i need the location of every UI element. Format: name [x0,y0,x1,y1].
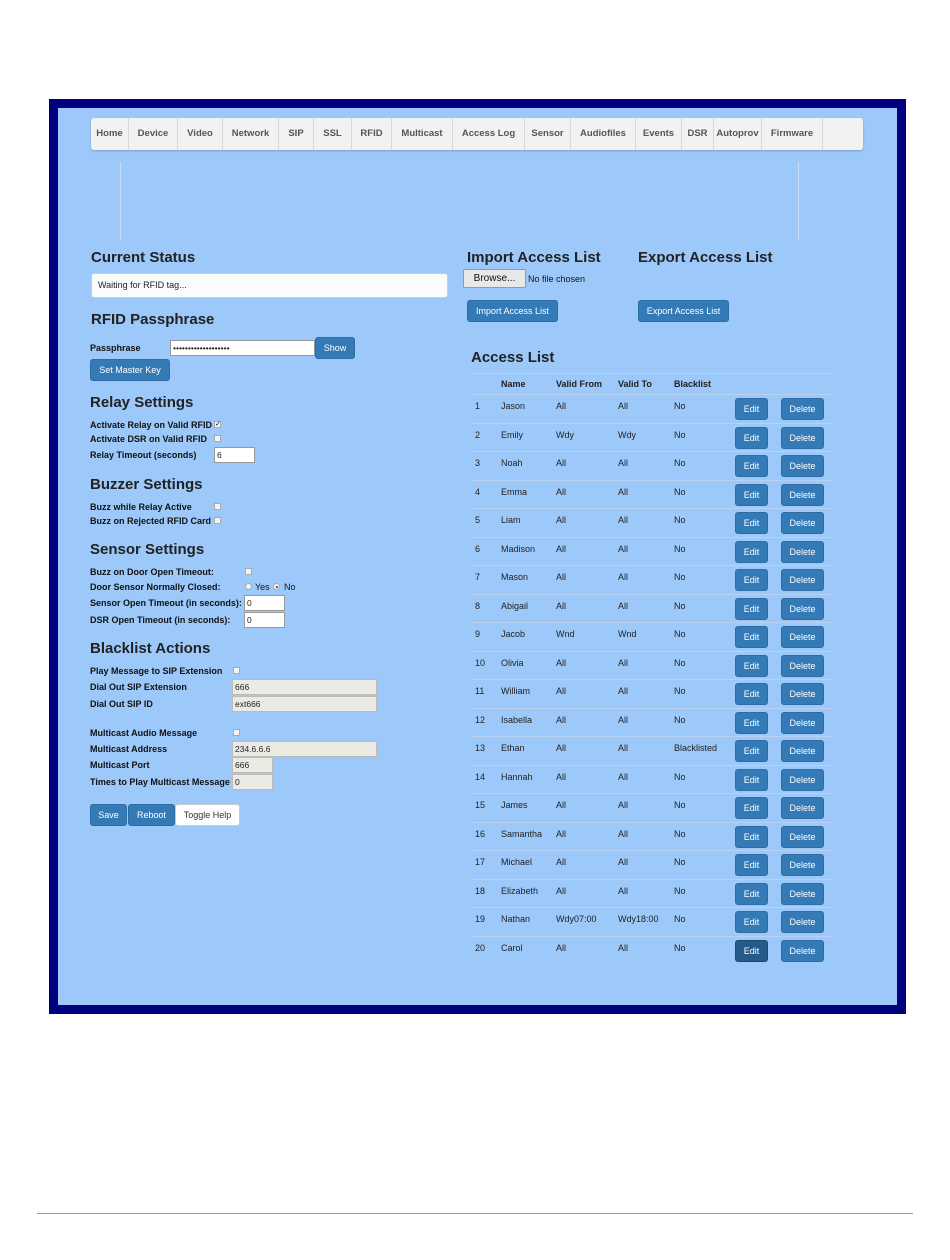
browse-button[interactable]: Browse... [463,269,526,288]
edit-button[interactable]: Edit [735,797,768,819]
row-blacklist: No [670,651,728,680]
row-valid-from: All [552,509,614,538]
times-input[interactable]: 0 [232,774,273,790]
mc-audio-checkbox[interactable] [233,729,240,736]
edit-button[interactable]: Edit [735,854,768,876]
table-row [471,879,834,908]
sensor-heading: Sensor Settings [90,541,205,558]
save-button[interactable]: Save [90,804,127,826]
row-valid-from: All [552,651,614,680]
table-row [471,480,834,509]
row-number: 4 [471,480,497,509]
row-blacklist: No [670,395,728,424]
row-name: Elizabeth [497,879,552,908]
row-name: Emma [497,480,552,509]
table-header [471,374,834,395]
activate-dsr-checkbox[interactable] [214,435,221,442]
delete-button[interactable]: Delete [781,826,824,848]
row-name: Jason [497,395,552,424]
edit-button[interactable]: Edit [735,512,768,534]
dsr-timeout-label: DSR Open Timeout (in seconds): [90,615,231,625]
row-blacklist: No [670,452,728,481]
table-row [471,851,834,880]
row-blacklist: No [670,594,728,623]
row-valid-from: All [552,537,614,566]
row-actions [728,936,834,965]
row-valid-to: All [614,395,670,424]
export-button[interactable]: Export Access List [638,300,729,322]
row-actions [728,452,834,481]
nav-tab-video[interactable]: Video [178,118,223,150]
dial-ext-label: Dial Out SIP Extension [90,682,187,692]
relay-timeout-input[interactable]: 6 [214,447,255,463]
row-name: Madison [497,537,552,566]
row-valid-to: Wdy [614,423,670,452]
row-name: Mason [497,566,552,595]
buzz-door-checkbox[interactable] [245,568,252,575]
row-valid-from: Wnd [552,623,614,652]
delete-button[interactable]: Delete [781,512,824,534]
row-actions [728,423,834,452]
row-actions [728,651,834,680]
row-actions [728,680,834,709]
row-number: 19 [471,908,497,937]
row-actions [728,794,834,823]
row-valid-from: All [552,822,614,851]
row-blacklist: No [670,537,728,566]
edit-button[interactable]: Edit [735,883,768,905]
row-valid-from: All [552,480,614,509]
nav-tab-multicast[interactable]: Multicast [392,118,453,150]
door-nc-yes-label: Yes [255,582,270,592]
edit-button[interactable]: Edit [735,455,768,477]
column-header [728,374,834,395]
delete-button[interactable]: Delete [781,655,824,677]
row-valid-from: All [552,936,614,965]
table-row [471,794,834,823]
relay-timeout-label: Relay Timeout (seconds) [90,450,197,460]
row-blacklist: No [670,879,728,908]
row-blacklist: Blacklisted [670,737,728,766]
table-row [471,708,834,737]
table-row [471,395,834,424]
row-blacklist: No [670,708,728,737]
row-valid-to: All [614,822,670,851]
door-nc-no-label: No [284,582,296,592]
delete-button[interactable]: Delete [781,427,824,449]
relay-heading: Relay Settings [90,394,194,411]
row-actions [728,851,834,880]
row-blacklist: No [670,794,728,823]
nav-tab-sensor[interactable]: Sensor [525,118,571,150]
delete-button[interactable]: Delete [781,626,824,648]
row-blacklist: No [670,566,728,595]
row-valid-from: All [552,708,614,737]
mc-port-label: Multicast Port [90,760,150,770]
footer-divider [37,1213,913,1214]
row-number: 17 [471,851,497,880]
row-blacklist: No [670,480,728,509]
dial-ext-input[interactable]: 666 [232,679,377,695]
row-number: 5 [471,509,497,538]
row-blacklist: No [670,680,728,709]
dial-id-label: Dial Out SIP ID [90,699,153,709]
row-number: 20 [471,936,497,965]
table-row [471,423,834,452]
row-name: Ethan [497,737,552,766]
row-valid-to: All [614,936,670,965]
row-number: 12 [471,708,497,737]
delete-button[interactable]: Delete [781,541,824,563]
edit-button[interactable]: Edit [735,541,768,563]
delete-button[interactable]: Delete [781,398,824,420]
activate-relay-checkbox[interactable]: ✓ [215,421,221,428]
row-name: Nathan [497,908,552,937]
row-actions [728,594,834,623]
row-valid-to: Wdy18:00 [614,908,670,937]
buzzer-heading: Buzzer Settings [90,476,203,493]
row-blacklist: No [670,423,728,452]
nav-tab-access-log[interactable]: Access Log [453,118,525,150]
row-number: 2 [471,423,497,452]
top-nav [91,118,863,150]
table-row [471,651,834,680]
nav-tab-sip[interactable]: SIP [279,118,314,150]
row-valid-from: Wdy [552,423,614,452]
row-actions [728,822,834,851]
row-valid-from: All [552,851,614,880]
row-valid-to: All [614,566,670,595]
edit-button[interactable]: Edit [735,398,768,420]
export-heading: Export Access List [638,249,773,266]
edit-button[interactable]: Edit [735,626,768,648]
row-valid-to: All [614,509,670,538]
row-actions [728,765,834,794]
row-blacklist: No [670,851,728,880]
table-row [471,623,834,652]
row-name: Jacob [497,623,552,652]
row-actions [728,480,834,509]
access-list-table [471,373,834,965]
nav-tab-rfid[interactable]: RFID [352,118,392,150]
row-valid-to: All [614,537,670,566]
mc-audio-label: Multicast Audio Message [90,728,198,738]
mc-addr-input[interactable]: 234.6.6.6 [232,741,377,757]
column-header [471,374,497,395]
delete-button[interactable]: Delete [781,940,824,962]
set-master-key-button[interactable]: Set Master Key [90,359,170,381]
row-number: 11 [471,680,497,709]
table-row [471,908,834,937]
row-name: Michael [497,851,552,880]
edit-button[interactable]: Edit [735,655,768,677]
edit-button[interactable]: Edit [735,911,768,933]
import-button[interactable]: Import Access List [467,300,558,322]
row-valid-from: All [552,680,614,709]
nav-tab-events[interactable]: Events [636,118,682,150]
door-nc-yes-radio[interactable] [245,583,252,590]
row-valid-from: All [552,794,614,823]
row-number: 13 [471,737,497,766]
delete-button[interactable]: Delete [781,598,824,620]
row-name: Hannah [497,765,552,794]
nav-tab-dsr[interactable]: DSR [682,118,714,150]
dsr-timeout-input[interactable]: 0 [244,612,285,628]
row-number: 3 [471,452,497,481]
mc-addr-label: Multicast Address [90,744,168,754]
nav-tab-home[interactable]: Home [91,118,129,150]
nav-tab-network[interactable]: Network [223,118,279,150]
row-number: 14 [471,765,497,794]
row-number: 16 [471,822,497,851]
row-number: 15 [471,794,497,823]
row-actions [728,395,834,424]
delete-button[interactable]: Delete [781,911,824,933]
row-valid-to: All [614,680,670,709]
blacklist-heading: Blacklist Actions [90,640,211,657]
table-row [471,737,834,766]
activate-relay-label: Activate Relay on Valid RFID [90,420,213,430]
table-row [471,509,834,538]
buzz-door-label: Buzz on Door Open Timeout: [90,567,214,577]
row-actions [728,908,834,937]
table-row [471,537,834,566]
nav-tab-firmware[interactable]: Firmware [762,118,823,150]
edit-button[interactable]: Edit [735,740,768,762]
row-actions [728,879,834,908]
toggle-help-button[interactable]: Toggle Help [175,804,240,826]
row-actions [728,737,834,766]
table-row [471,822,834,851]
row-actions [728,566,834,595]
buzz-relay-label: Buzz while Relay Active [90,502,192,512]
row-valid-from: All [552,737,614,766]
row-blacklist: No [670,822,728,851]
table-row [471,452,834,481]
row-valid-to: All [614,651,670,680]
row-name: Olivia [497,651,552,680]
passphrase-heading: RFID Passphrase [91,311,215,328]
reboot-button[interactable]: Reboot [128,804,175,826]
row-valid-from: All [552,879,614,908]
nav-tab-ssl[interactable]: SSL [314,118,352,150]
play-msg-checkbox[interactable] [233,667,240,674]
delete-button[interactable]: Delete [781,683,824,705]
row-actions [728,708,834,737]
edit-button[interactable]: Edit [735,569,768,591]
table-row [471,936,834,965]
edit-button[interactable]: Edit [735,940,768,962]
delete-button[interactable]: Delete [781,769,824,791]
table-row [471,680,834,709]
column-header: Valid From [552,374,614,395]
row-name: Noah [497,452,552,481]
row-name: Liam [497,509,552,538]
access-list-heading: Access List [471,349,555,366]
row-valid-from: All [552,566,614,595]
row-blacklist: No [670,765,728,794]
row-valid-to: All [614,794,670,823]
divider [798,162,799,240]
table-row [471,765,834,794]
delete-button[interactable]: Delete [781,712,824,734]
row-valid-to: All [614,737,670,766]
row-name: Samantha [497,822,552,851]
activate-dsr-label: Activate DSR on Valid RFID [90,434,208,444]
row-valid-to: All [614,708,670,737]
mc-port-input[interactable]: 666 [232,757,273,773]
delete-button[interactable]: Delete [781,484,824,506]
current-status-heading: Current Status [91,249,196,266]
row-valid-from: All [552,395,614,424]
times-label: Times to Play Multicast Message [90,777,230,787]
row-blacklist: No [670,908,728,937]
row-blacklist: No [670,936,728,965]
row-number: 18 [471,879,497,908]
edit-button[interactable]: Edit [735,826,768,848]
edit-button[interactable]: Edit [735,769,768,791]
delete-button[interactable]: Delete [781,569,824,591]
row-number: 1 [471,395,497,424]
row-blacklist: No [670,623,728,652]
row-name: Abigail [497,594,552,623]
row-number: 8 [471,594,497,623]
import-heading: Import Access List [467,249,601,266]
delete-button[interactable]: Delete [781,883,824,905]
row-blacklist: No [670,509,728,538]
buzz-relay-checkbox[interactable] [214,503,221,510]
open-timeout-label: Sensor Open Timeout (in seconds): [90,598,242,608]
edit-button[interactable]: Edit [735,683,768,705]
row-valid-from: All [552,452,614,481]
open-timeout-input[interactable]: 0 [244,595,285,611]
row-valid-from: All [552,765,614,794]
row-actions [728,623,834,652]
no-file-label: No file chosen [528,274,586,284]
row-number: 10 [471,651,497,680]
dial-id-input[interactable]: ext666 [232,696,377,712]
row-number: 7 [471,566,497,595]
row-actions [728,509,834,538]
passphrase-input[interactable]: ••••••••••••••••••• [170,340,315,356]
nav-tab-audiofiles[interactable]: Audiofiles [571,118,636,150]
row-actions [728,537,834,566]
row-name: William [497,680,552,709]
play-msg-label: Play Message to SIP Extension [90,666,223,676]
row-name: Carol [497,936,552,965]
edit-button[interactable]: Edit [735,484,768,506]
column-header: Blacklist [670,374,728,395]
row-valid-from: All [552,594,614,623]
edit-button[interactable]: Edit [735,712,768,734]
delete-button[interactable]: Delete [781,797,824,819]
column-header: Valid To [614,374,670,395]
row-valid-to: All [614,452,670,481]
divider [120,162,121,240]
row-valid-to: All [614,765,670,794]
door-nc-no-radio[interactable] [273,583,280,590]
delete-button[interactable]: Delete [781,854,824,876]
row-valid-from: Wdy07:00 [552,908,614,937]
delete-button[interactable]: Delete [781,740,824,762]
edit-button[interactable]: Edit [735,427,768,449]
row-name: Emily [497,423,552,452]
row-number: 6 [471,537,497,566]
passphrase-label: Passphrase [90,343,141,353]
status-text: Waiting for RFID tag... [91,273,448,298]
nav-tab-autoprov[interactable]: Autoprov [714,118,762,150]
table-row [471,594,834,623]
table-row [471,566,834,595]
door-nc-label: Door Sensor Normally Closed: [90,582,221,592]
nav-tab-device[interactable]: Device [129,118,178,150]
edit-button[interactable]: Edit [735,598,768,620]
row-number: 9 [471,623,497,652]
buzz-rejected-checkbox[interactable] [214,517,221,524]
row-valid-to: Wnd [614,623,670,652]
buzz-rejected-label: Buzz on Rejected RFID Card [90,516,212,526]
row-name: Isabella [497,708,552,737]
show-button[interactable]: Show [315,337,355,359]
row-valid-to: All [614,480,670,509]
row-valid-to: All [614,879,670,908]
row-name: James [497,794,552,823]
row-valid-to: All [614,594,670,623]
delete-button[interactable]: Delete [781,455,824,477]
column-header: Name [497,374,552,395]
row-valid-to: All [614,851,670,880]
